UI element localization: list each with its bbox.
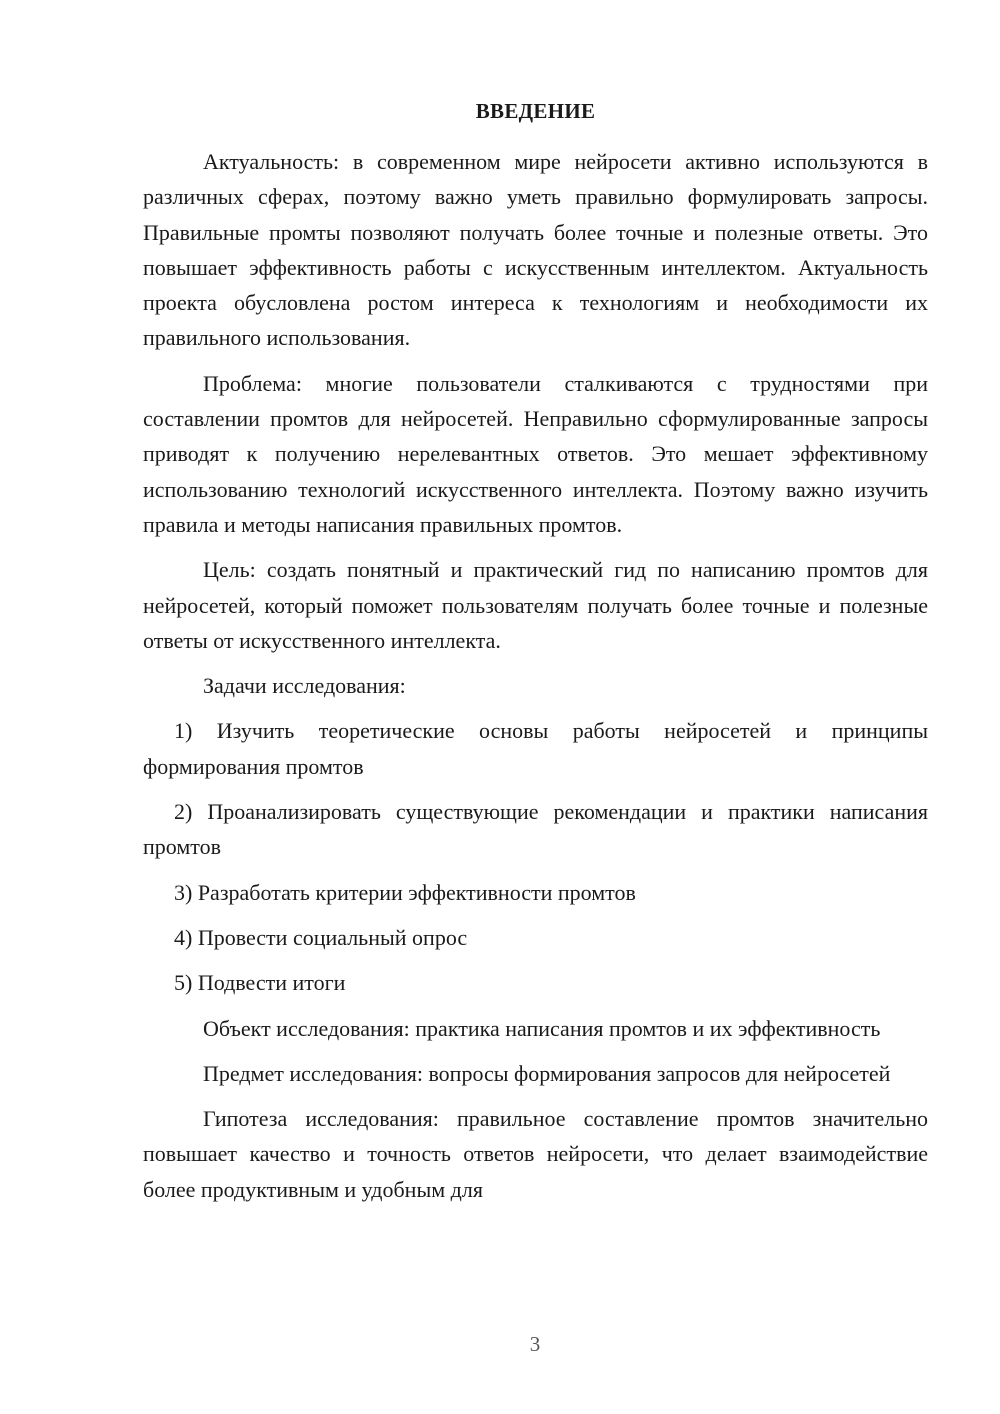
goal-paragraph: Цель: создать понятный и практический гид по написанию промтов для нейросетей, который поможет пользователям получать более точные и полезные ответы от искусственного интеллекта. <box>143 557 928 653</box>
list-item: 1) Изучить теоретические основы работы нейросетей и принципы формирования промтов <box>143 718 928 779</box>
list-item: 3) Разработать критерии эффективности промтов <box>174 879 636 905</box>
tasks-heading: Задачи исследования: <box>203 673 406 699</box>
list-item: 5) Подвести итоги <box>174 970 346 996</box>
subject-paragraph: Предмет исследования: вопросы формирования запросов для нейросетей <box>203 1060 891 1086</box>
problem-paragraph: Проблема: многие пользователи сталкиваются с трудностями при составлении промтов для нейросетей. Неправильно сформулированные запросы приводят к получению нерелевантных ответов. Это мешает эффективному использованию технологий искусственного интеллекта. Поэтому важно изучить правила и методы написания правильных промтов. <box>143 370 928 537</box>
object-paragraph: Объект исследования: практика написания промтов и их эффективность <box>203 1015 881 1041</box>
list-item: 2) Проанализировать существующие рекомендации и практики написания промтов <box>143 799 928 860</box>
page-content <box>143 92 928 1217</box>
list-item: 4) Провести социальный опрос <box>174 924 468 950</box>
hypothesis-paragraph: Гипотеза исследования: правильное составление промтов значительно повышает качество и точность ответов нейросети, что делает взаимодействие более продуктивным и удобным для <box>143 1106 928 1202</box>
relevance-paragraph: Актуальность: в современном мире нейросети активно используются в различных сферах, поэтому важно уметь правильно формулировать запросы. Правильные промты позволяют получать более точные и полезные ответы. Это повышает эффективность работы с искусственным интеллектом. Актуальность проекта обусловлена ростом интереса к технологиям и необходимости их правильного использования. <box>143 149 928 351</box>
page-title: ВВЕДЕНИЕ <box>475 99 596 123</box>
page-number: 3 <box>529 1332 541 1356</box>
